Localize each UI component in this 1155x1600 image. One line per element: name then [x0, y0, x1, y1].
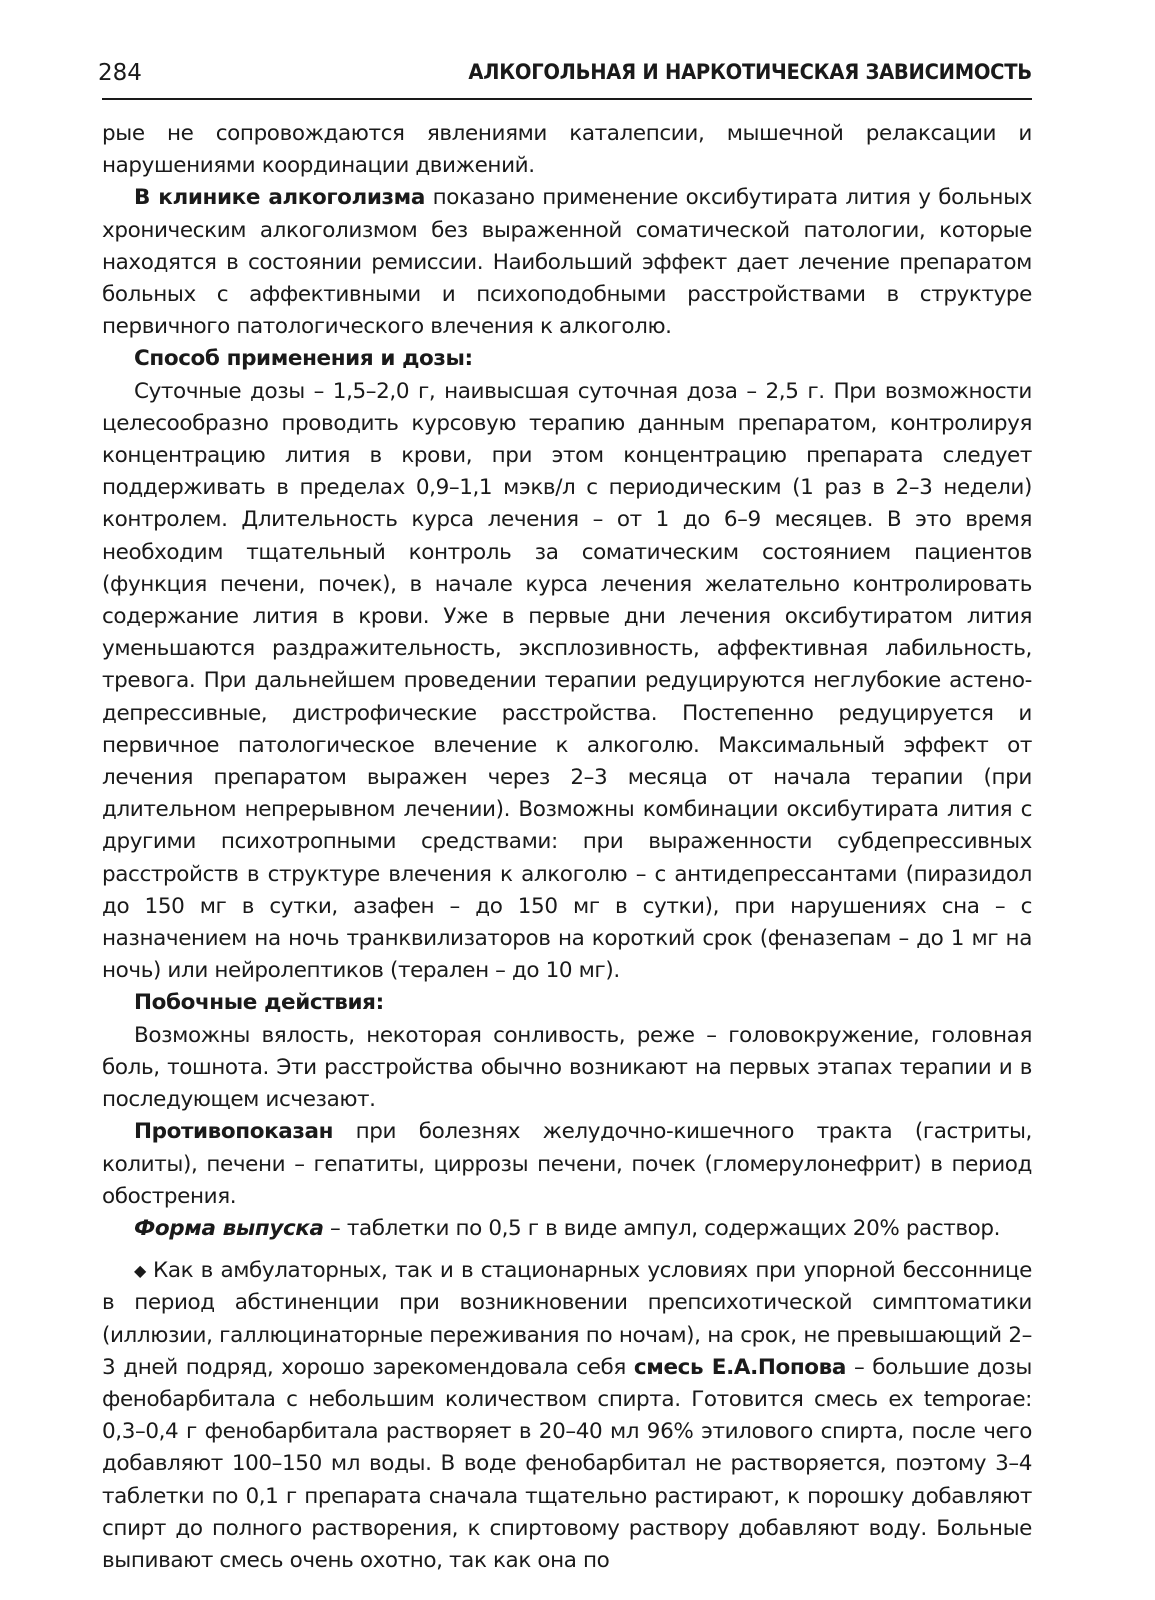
page-body [102, 118, 1032, 1577]
paragraph-popov-mixture: ◆ Как в амбулаторных, так и в стационарных условиях при упорной бессоннице в период абстиненции при возникновении препсихотической симптоматики (иллюзии, галлюцинаторные переживания по ночам), на срок, не превышающий 2–3 дней подряд, хорошо зарекомендовала себя смесь Е.А.Попова – большие дозы фенобарбитала с небольшим количеством спирта. Готовится смесь ex temporae: 0,3–0,4 г фенобарбитала растворяет в 20–40 мл 96% этилового спирта, после чего добавляют 100–150 мл воды. В воде фенобарбитал не растворяется, поэтому 3–4 таблетки по 0,1 г препарата сначала тщательно растирают, к порошку добавляют спирт до полного растворения, к спиртовому раствору добавляют воду. Больные выпивают смесь очень охотно, так как она по [102, 1258, 1033, 1573]
running-title: АЛКОГОЛЬНАЯ И НАРКОТИЧЕСКАЯ ЗАВИСИМОСТЬ [468, 60, 1032, 84]
lead-term: Форма выпуска [134, 1215, 324, 1241]
page-number: 284 [98, 60, 142, 86]
page-header [98, 58, 1032, 100]
lead-term: Противопоказан [134, 1119, 334, 1145]
paragraph-continuation: рые не сопровождаются явлениями каталепсии, мышечной релаксации и нарушениями координации движений. [102, 121, 1032, 179]
paragraph-dosage: Суточные дозы – 1,5–2,0 г, наивысшая суточная доза – 2,5 г. При возможности целесообразно проводить курсовую терапию данным препаратом, контролируя концентрацию лития в крови, при этом концентрацию препарата следует поддерживать в пределах 0,9–1,1 мэкв/л с периодическим (1 раз в 2–3 недели) контролем. Длительность курса лечения – от 1 до 6–9 месяцев. В это время необходим тщательный контроль за соматическим состоянием пациентов (функция печени, почек), в начале курса лечения желательно контролировать содержание лития в крови. Уже в первые дни лечения оксибутиратом лития уменьшаются раздражительность, эксплозивность, аффективная лабильность, тревога. При дальнейшем проведении терапии редуцируются неглубокие астено-депрессивные, дистрофические расстройства. Постепенно редуцируется и первичное патологическое влечение к алкоголю. Максимальный эффект от лечения препаратом выражен через 2–3 месяца от начала терапии (при длительном непрерывном лечении). Возможны комбинации оксибутирата лития с другими психотропными средствами: при выраженности субдепрессивных расстройств в структуре влечения к алкоголю – с антидепрессантами (пиразидол до 150 мг в сутки, азафен – до 150 мг в сутки), при нарушениях сна – с назначением на ночь транквилизаторов на короткий срок (феназепам – до 1 мг на ночь) или нейролептиков (терален – до 10 мг). [102, 378, 1032, 984]
paragraph-side-effects: Возможны вялость, некоторая сонливость, реже – головокружение, головная боль, тошнота. Эти расстройства обычно возникают на первых этапах терапии и в последующем исчезают. [102, 1022, 1032, 1113]
lead-term: смесь Е.А.Попова [633, 1354, 846, 1380]
diamond-bullet-icon: ◆ [134, 1261, 147, 1281]
subheading-side-effects: Побочные действия: [134, 990, 384, 1016]
paragraph-form: Форма выпуска – таблетки по 0,5 г в виде ампул, содержащих 20% раствор. [134, 1215, 1001, 1241]
paragraph-clinic: В клинике алкоголизма показано применение оксибутирата лития у больных хроническим алкоголизмом без выраженной соматической патологии, которые находятся в состоянии ремиссии. Наибольший эффект дает лечение препаратом больных с аффективными и психоподобными расстройствами в структуре первичного патологического влечения к алкоголю. [102, 185, 1032, 340]
subheading-dosage: Способ применения и дозы: [134, 346, 473, 372]
lead-term: В клинике алкоголизма [134, 185, 425, 211]
paragraph-contraindications: Противопоказан при болезнях желудочно-кишечного тракта (гастриты, колиты), печени – гепатиты, циррозы печени, почек (гломерулонефрит) в период обострения. [102, 1119, 1032, 1209]
